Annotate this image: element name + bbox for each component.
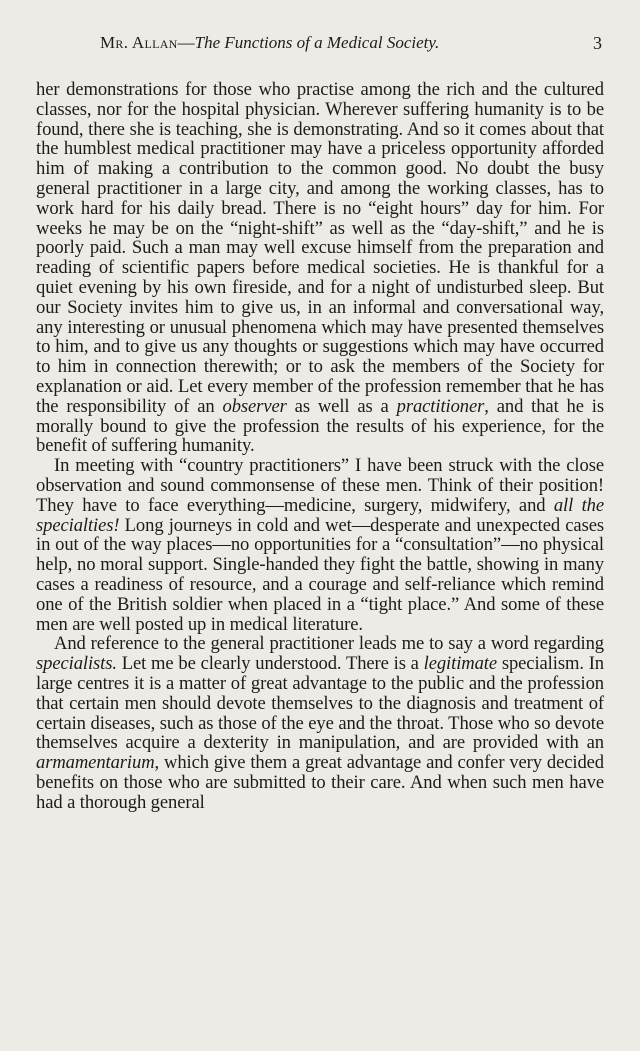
text-run: In meeting with “country practitioners” I have been struck with the close observation and sound commonsense of these men. Think of their position! They have to face everything—medicine, surgery, midwifery, and <box>36 455 604 516</box>
italic-text: legitimate <box>423 653 497 675</box>
paragraph <box>36 456 604 634</box>
text-run: as well as a <box>286 395 397 417</box>
text-run: specialism. In large centres it is a matter of great advantage to the public and the profession that certain men should devote themselves to the diagnosis and treatment of certain diseases, such as those of the eye and the throat. Those who so devote themselves acquire a dexterity in manipulation, and are provided with an <box>36 653 604 754</box>
paragraph <box>36 634 604 812</box>
text-run: her demonstrations for those who practise among the rich and the cultured classes, nor for the hospital physician. Wherever suffering humanity is to be found, there she is teaching, she is demonstrating. And so it comes about that the humblest medical practitioner may have a priceless opportunity afforded him of making a contribution to the common good. No doubt the busy general practitioner in a large city, and among the working classes, has to work hard for his daily bread. There is no “eight hours” day for him. For weeks he may be on the “night-shift” as well as the “day-shift,” and he is poorly paid. Such a man may well excuse himself from the preparation and reading of scientific papers before medical societies. He is thankful for a quiet evening by his own fireside, and for a night of undisturbed sleep. But our Society invites him to give us, in an informal and conversational way, any interesting or unusual phenomena which may have presented themselves to him, and to give us any thoughts or suggestions which may have occurred to him in connection therewith; or to ask the members of the Society for explanation or aid. Let every member of the profession remember that he has the responsibility of an <box>36 79 604 417</box>
body-text <box>36 80 604 812</box>
italic-text: specialists. <box>36 653 117 675</box>
running-head-author: Mr. Allan <box>100 33 178 52</box>
text-run: , and that he is morally bound to give the profession the results of his experience, for the benefit of suffering humanity. <box>36 395 604 457</box>
italic-text: all the specialties! <box>36 494 604 536</box>
text-run: Long journeys in cold and wet—desperate and unexpected cases in out of the way places—no opportunities for a “consultation”—no physical help, no moral support. Single-handed they fight the battle, showing in many cases a readiness of resource, and a courage and self-reliance which remind one of the British soldier when placed in a “tight place.” And some of these men are well posted up in medical literature. <box>36 514 604 635</box>
italic-text: armamentarium <box>36 752 155 774</box>
italic-text: practitioner <box>396 395 485 417</box>
italic-text: observer <box>222 395 287 417</box>
running-head-separator: — <box>177 33 195 52</box>
text-run: , which give them a great advantage and confer very decided benefits on those who are submitted to their care. And when such men have had a thorough general <box>36 752 604 813</box>
paragraph <box>36 80 604 456</box>
text-run: And reference to the general practitioner leads me to say a word regarding <box>54 633 604 655</box>
text-run: Let me be clearly understood. There is a <box>116 653 424 675</box>
page-number: 3 <box>593 33 602 53</box>
running-head <box>100 33 602 57</box>
running-head-title: The Functions of a Medical Society. <box>194 33 440 52</box>
